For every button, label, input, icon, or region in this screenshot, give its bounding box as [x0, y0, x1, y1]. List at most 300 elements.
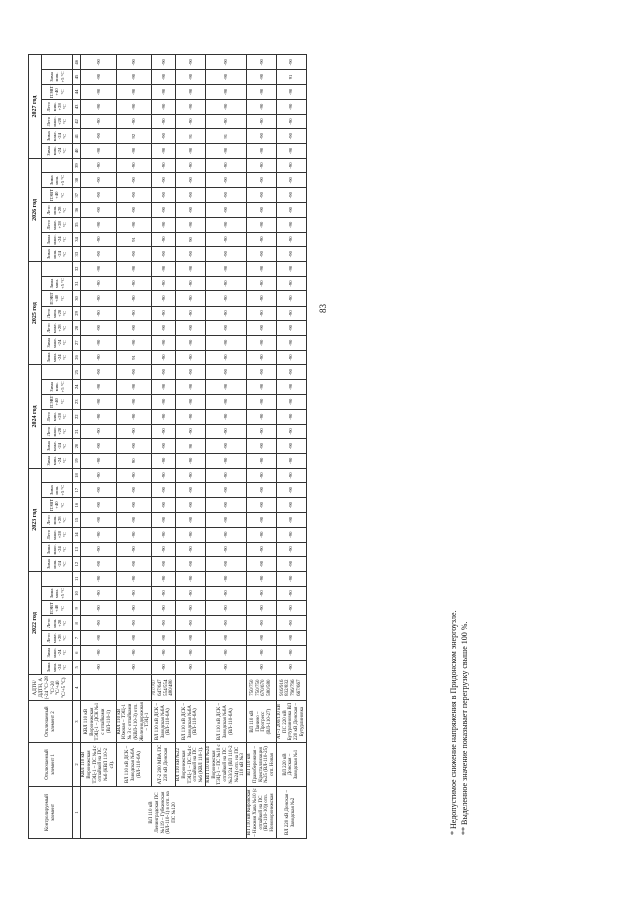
load-value-cell: -90 [276, 129, 306, 144]
load-value-cell: -90 [116, 424, 152, 439]
table-row [247, 55, 277, 839]
load-value-cell: -90 [81, 483, 117, 498]
load-value-cell: -90 [205, 571, 246, 586]
load-value-cell: -90 [205, 527, 246, 542]
load-value-cell: -90 [81, 645, 117, 660]
column-number: 19 [73, 453, 81, 468]
load-value-cell: -90 [152, 439, 176, 454]
load-value-cell: -90 [205, 276, 246, 291]
load-value-cell: -90 [81, 129, 117, 144]
load-value-cell: -90 [81, 439, 117, 454]
load-value-cell: -90 [247, 144, 277, 159]
load-value-cell: -90 [276, 203, 306, 218]
load-value-cell: -90 [247, 335, 277, 350]
load-value-cell: -90 [276, 380, 306, 395]
load-value-cell: -90 [205, 291, 246, 306]
load-value-cell: -90 [116, 468, 152, 483]
column-number: 36 [73, 203, 81, 218]
load-value-cell: -90 [116, 631, 152, 646]
column-number: 38 [73, 173, 81, 188]
load-value-cell: -90 [81, 409, 117, 424]
load-value-cell: -90 [247, 616, 277, 631]
load-value-cell: -90 [176, 468, 206, 483]
load-value-cell: -90 [276, 55, 306, 70]
load-value-cell: -90 [205, 439, 246, 454]
load-value-cell: -90 [276, 586, 306, 601]
adtn-cell [81, 675, 117, 701]
load-value-cell: -90 [81, 468, 117, 483]
load-value-cell: -90 [176, 586, 206, 601]
load-value-cell: -90 [176, 616, 206, 631]
load-value-cell: -90 [276, 365, 306, 380]
column-number: 27 [73, 335, 81, 350]
load-value-cell: -90 [81, 631, 117, 646]
load-value-cell: -90 [81, 158, 117, 173]
load-value-cell: -90 [276, 631, 306, 646]
load-value-cell: -90 [152, 350, 176, 365]
load-value-cell: -90 [205, 247, 246, 262]
disconnected-element: ВЛ 110 кВ ДСК – Заводская №6А (ВЛ-110-6А) [152, 701, 176, 743]
regime-header: Зима мин. -24 °С [42, 144, 73, 159]
load-value-cell: -90 [276, 321, 306, 336]
load-value-cell: -90 [116, 616, 152, 631]
load-value-cell: -90 [81, 84, 117, 99]
load-value-cell: -90 [205, 262, 246, 277]
load-value-cell: -90 [152, 409, 176, 424]
load-value-cell: -90 [247, 660, 277, 675]
load-value-cell: -90 [116, 203, 152, 218]
load-value-cell: -90 [247, 188, 277, 203]
column-number: 37 [73, 188, 81, 203]
column-number: 35 [73, 217, 81, 232]
load-value-cell: -90 [116, 291, 152, 306]
load-value-cell: -90 [247, 114, 277, 129]
load-value-cell: -90 [116, 571, 152, 586]
load-value-cell: -90 [81, 586, 117, 601]
column-number: 8 [73, 616, 81, 631]
load-value-cell: -90 [176, 380, 206, 395]
disconnected-element: ВЛ 220 кВ Донская – Заводская №1 [276, 743, 306, 787]
load-value-cell: -90 [247, 203, 277, 218]
load-value-cell: -90 [176, 247, 206, 262]
regime-header: Лето макс. +28 °С [42, 217, 73, 232]
load-value-cell: -90 [152, 144, 176, 159]
load-value-cell: -90 [276, 439, 306, 454]
column-number: 29 [73, 306, 81, 321]
load-value-cell: -90 [176, 542, 206, 557]
disconnected-element: ВЛ 110 кВ №22 Воронежская ТЭЦ-1 – ПС №4 с отпайкой на ПС №6 (КВЛ 110-1). [176, 743, 206, 787]
regime-header: Зима макс. -24 °С [42, 645, 73, 660]
load-value-cell: -90 [116, 158, 152, 173]
load-value-cell: -90 [152, 158, 176, 173]
load-value-cell: -90 [205, 173, 246, 188]
load-value-cell: -90 [247, 409, 277, 424]
regime-header: Зима макс. -24 °С [42, 335, 73, 350]
load-value-cell: -90 [205, 513, 246, 528]
load-value-cell: -90 [152, 645, 176, 660]
load-value-cell: -90 [81, 394, 117, 409]
load-value-cell: -90 [247, 645, 277, 660]
load-value-cell: -90 [176, 527, 206, 542]
regime-header-blank [42, 262, 73, 277]
load-value-cell: -90 [81, 306, 117, 321]
load-value-cell: 91 [116, 350, 152, 365]
load-value-cell: -90 [116, 99, 152, 114]
load-value-cell: -90 [116, 483, 152, 498]
load-value-cell: -90 [116, 601, 152, 616]
load-value-cell: -90 [152, 631, 176, 646]
load-value-cell: -90 [247, 99, 277, 114]
regime-header: Лето мин. +28 °С [42, 99, 73, 114]
load-value-cell: -90 [116, 173, 152, 188]
regime-header: ПЭВТ +40 °С [42, 601, 73, 616]
header-left-4: АДТН/ДДТН, А (-24 °С/-28 °С/-20 °С/+40 °С/+5 °С) [29, 675, 73, 701]
load-value-cell: -90 [116, 262, 152, 277]
load-value-cell: -90 [205, 99, 246, 114]
disconnected-element: ВЛ 110 кВ ДСК – Заводская №6А (ВЛ-110-6А) [176, 701, 206, 743]
load-value-cell: -90 [116, 557, 152, 572]
load-value-cell: -90 [247, 276, 277, 291]
load-value-cell: -90 [247, 557, 277, 572]
load-value-cell: -90 [81, 513, 117, 528]
table-row [205, 55, 246, 839]
load-value-cell: -90 [176, 424, 206, 439]
load-value-cell: -90 [205, 586, 246, 601]
load-value-cell: -90 [205, 424, 246, 439]
year-header: 2025 год [29, 262, 42, 365]
column-number: 12 [73, 557, 81, 572]
load-value-cell: -90 [176, 188, 206, 203]
load-value-cell: -90 [116, 660, 152, 675]
column-number: 40 [73, 144, 81, 159]
load-value-cell: -90 [81, 660, 117, 675]
load-value-cell: -90 [152, 365, 176, 380]
regime-header: Лето мин. +28 °С [42, 203, 73, 218]
load-value-cell: -90 [205, 453, 246, 468]
load-value-cell: -90 [276, 335, 306, 350]
column-number: 34 [73, 232, 81, 247]
regime-header: Лето мин. +28 °С [42, 409, 73, 424]
load-value-cell: -90 [176, 306, 206, 321]
regime-header: Лето макс. +28 °С [42, 114, 73, 129]
load-value-cell: -90 [247, 380, 277, 395]
table-row [116, 55, 152, 839]
load-value-cell: -90 [176, 601, 206, 616]
disconnected-element: КВЛ 110 кВ №24 Воронежская ТЭЦ-1 – ПС №10 с отпайкой на ПС №23/24 (ВЛ 110-2 №24) отп. на ПС 110 кВ №3 [205, 744, 246, 785]
column-number: 4 [73, 675, 81, 701]
load-value-cell: -90 [81, 247, 117, 262]
load-value-cell: -90 [276, 571, 306, 586]
load-value-cell: -90 [176, 217, 206, 232]
load-value-cell: -90 [152, 262, 176, 277]
load-value-cell: -90 [81, 70, 117, 85]
load-value-cell: -90 [176, 276, 206, 291]
load-value-cell: -90 [247, 173, 277, 188]
load-value-cell: -90 [152, 188, 176, 203]
page-number: 83 [318, 304, 328, 313]
load-value-cell: -90 [152, 321, 176, 336]
header-left-2: Отключаемый элемент 1 [29, 743, 73, 787]
load-value-cell: -90 [81, 527, 117, 542]
load-value-cell: -90 [247, 453, 277, 468]
load-value-cell: -90 [276, 424, 306, 439]
load-value-cell: -90 [176, 660, 206, 675]
regime-header: ПЭВТ +40 °С [42, 394, 73, 409]
load-value-cell: -90 [176, 84, 206, 99]
load-value-cell: -90 [247, 586, 277, 601]
table-row [176, 55, 206, 839]
load-value-cell: -90 [176, 335, 206, 350]
regime-header-blank [42, 55, 73, 70]
load-value-cell: 90 [116, 453, 152, 468]
load-value-cell: -90 [276, 306, 306, 321]
regime-header: Лето макс. +28 °С [42, 321, 73, 336]
load-value-cell: -90 [116, 144, 152, 159]
load-value-cell: -90 [176, 645, 206, 660]
column-number: 32 [73, 262, 81, 277]
load-value-cell: -90 [152, 660, 176, 675]
load-value-cell: -90 [276, 513, 306, 528]
load-value-cell: -90 [247, 70, 277, 85]
regime-header: Зима мин. +5 °С [42, 173, 73, 188]
load-value-cell: -90 [205, 631, 246, 646]
load-value-cell: -90 [81, 601, 117, 616]
load-value-cell: -90 [276, 394, 306, 409]
load-value-cell: 91 [205, 129, 246, 144]
column-number: 45 [73, 70, 81, 85]
controlled-element: ВЛ 220 кВ Донская – Заводская №2 [276, 787, 306, 839]
table-row [152, 55, 176, 839]
load-value-cell: -90 [152, 394, 176, 409]
table-row [81, 55, 117, 839]
column-number: 16 [73, 497, 81, 512]
load-value-cell: -90 [81, 173, 117, 188]
load-value-cell: -90 [276, 453, 306, 468]
load-value-cell: -90 [152, 84, 176, 99]
load-value-cell: -90 [152, 129, 176, 144]
load-value-cell: -90 [276, 232, 306, 247]
load-value-cell: -90 [81, 365, 117, 380]
load-value-cell: -90 [276, 247, 306, 262]
load-value-cell: -90 [116, 321, 152, 336]
load-value-cell: -90 [152, 306, 176, 321]
column-number: 20 [73, 439, 81, 454]
column-number: 23 [73, 394, 81, 409]
controlled-element: ВЛ 110 кВ Ленинградская ПС №119 – Губкинская (ВЛ-110-1) в отп. на ПС №120 [81, 787, 247, 839]
column-number: 11 [73, 571, 81, 586]
load-value-cell: -90 [176, 394, 206, 409]
disconnected-element: ВЛ 110 кВ Панино – Прогресс (ВЛ-110-27) [247, 701, 277, 743]
load-value-cell: -90 [116, 380, 152, 395]
regime-header: Лето макс. +28 °С [42, 631, 73, 646]
load-value-cell: -90 [176, 114, 206, 129]
regime-header: Лето мин. +28 °С [42, 513, 73, 528]
adtn-cell [205, 675, 246, 701]
load-value-cell: 91 [276, 70, 306, 85]
load-value-cell: -90 [81, 188, 117, 203]
load-value-cell: -90 [205, 144, 246, 159]
adtn-cell: 916/916 832/832 796/796 667/667 [276, 675, 306, 701]
load-value-cell: -90 [116, 114, 152, 129]
load-value-cell: -90 [81, 453, 117, 468]
load-value-cell: -90 [81, 262, 117, 277]
column-number: 3 [73, 701, 81, 743]
load-value-cell: -90 [176, 631, 206, 646]
load-value-cell: -90 [176, 321, 206, 336]
load-value-cell: -90 [247, 424, 277, 439]
load-value-cell: -90 [176, 144, 206, 159]
load-value-cell: -90 [176, 262, 206, 277]
load-value-cell: -90 [176, 203, 206, 218]
load-value-cell: -90 [247, 321, 277, 336]
load-value-cell: -90 [81, 99, 117, 114]
load-value-cell: -90 [276, 468, 306, 483]
regime-header: Зима мин. +5 °С [42, 70, 73, 85]
load-value-cell: -90 [152, 55, 176, 70]
column-number: 46 [73, 55, 81, 70]
load-value-cell: -90 [152, 513, 176, 528]
regime-header: Зима макс. -24 °С [42, 129, 73, 144]
load-value-cell: -90 [81, 350, 117, 365]
load-value-cell: -90 [205, 468, 246, 483]
load-value-cell: -90 [81, 144, 117, 159]
disconnected-element: КВЛ 110 кВ Воронежская ТЭЦ-1 – ДСК №1 с отпайками (ВЛ-110-1) [81, 701, 117, 743]
load-value-cell: -90 [205, 660, 246, 675]
load-value-cell: -90 [205, 70, 246, 85]
load-value-cell: -90 [152, 483, 176, 498]
regime-header: Зима мин. +5 °С [42, 586, 73, 601]
load-value-cell: 91 [176, 129, 206, 144]
load-value-cell: -90 [247, 217, 277, 232]
load-value-cell: -90 [81, 291, 117, 306]
load-value-cell: -90 [176, 571, 206, 586]
regime-header: Зима мин. +5 °С [42, 380, 73, 395]
header-left-3: Отключаемый элемент 2 [29, 701, 73, 743]
adtn-cell [176, 675, 206, 701]
load-value-cell: -90 [205, 55, 246, 70]
load-value-cell: -90 [247, 247, 277, 262]
load-value-cell: -90 [152, 527, 176, 542]
load-value-cell: -90 [152, 70, 176, 85]
load-value-cell: -90 [116, 439, 152, 454]
disconnected-element: КВЛ 110 кВ Воронежская ТЭЦ-1 – ПС №4 с отпайкой на ПС №6 (КВЛ 110-2 сЗ). [81, 743, 117, 787]
regime-header: Зима макс. -24 °С [42, 542, 73, 557]
load-value-cell: -90 [81, 321, 117, 336]
load-value-cell: -90 [116, 586, 152, 601]
column-number: 22 [73, 409, 81, 424]
load-value-cell: -90 [205, 321, 246, 336]
regime-header: ПЭВТ +40 °С [42, 497, 73, 512]
load-value-cell: -90 [152, 380, 176, 395]
regime-header: Зима мин. -24 °С [42, 660, 73, 675]
load-value-cell: -90 [276, 114, 306, 129]
load-value-cell: -90 [81, 616, 117, 631]
load-value-cell: -90 [116, 409, 152, 424]
column-number: 2 [73, 743, 81, 787]
load-value-cell: -90 [276, 527, 306, 542]
load-value-cell: -90 [205, 497, 246, 512]
load-value-cell: -90 [247, 601, 277, 616]
adtn-cell [116, 675, 152, 701]
load-value-cell: -90 [276, 173, 306, 188]
load-value-cell: -90 [81, 203, 117, 218]
column-number: 9 [73, 601, 81, 616]
load-value-cell: -90 [176, 350, 206, 365]
load-value-cell: -90 [116, 497, 152, 512]
regime-header: Лето макс. +28 °С [42, 424, 73, 439]
load-value-cell: -90 [152, 586, 176, 601]
load-value-cell: -90 [247, 571, 277, 586]
load-value-cell: -90 [81, 571, 117, 586]
load-value-cell: -90 [116, 335, 152, 350]
column-number: 18 [73, 468, 81, 483]
load-value-cell: -90 [247, 527, 277, 542]
load-value-cell: -90 [205, 350, 246, 365]
load-value-cell: -90 [81, 276, 117, 291]
regime-header: Зима макс. -24 °С [42, 232, 73, 247]
disconnected-element: АТ-1 200/110 кВ ПС 220 кВ Бутурлиновка ВЛ 220 кВ Донская – Бутурлиновка [276, 701, 306, 743]
load-value-cell: -90 [116, 645, 152, 660]
load-value-cell: -90 [176, 483, 206, 498]
regime-header: Зима мин. -24 °С [42, 557, 73, 572]
load-value-cell: -90 [205, 409, 246, 424]
load-value-cell: -90 [152, 616, 176, 631]
column-number: 15 [73, 513, 81, 528]
column-number: 25 [73, 365, 81, 380]
load-value-cell: -90 [205, 158, 246, 173]
load-value-cell: -90 [247, 542, 277, 557]
load-value-cell: -90 [176, 513, 206, 528]
column-number: 26 [73, 350, 81, 365]
column-number: 24 [73, 380, 81, 395]
load-value-cell: -90 [116, 394, 152, 409]
load-value-cell: -90 [116, 84, 152, 99]
regime-header-blank [42, 365, 73, 380]
column-number: 14 [73, 527, 81, 542]
load-value-cell: -90 [276, 276, 306, 291]
table-row [276, 55, 306, 839]
regime-header-blank [42, 571, 73, 586]
load-value-cell: -90 [247, 158, 277, 173]
load-value-cell: -90 [205, 306, 246, 321]
column-number: 7 [73, 631, 81, 646]
load-value-cell: -90 [152, 232, 176, 247]
column-number: 1 [73, 787, 81, 839]
year-header: 2027 год [29, 55, 42, 158]
load-value-cell: -90 [152, 203, 176, 218]
load-value-cell: -90 [176, 70, 206, 85]
load-value-cell: -90 [276, 99, 306, 114]
load-value-cell: -90 [176, 557, 206, 572]
load-value-cell: -90 [116, 70, 152, 85]
disconnected-element: ВЛ 110 кВ ДСК – Заводская №6А (ВЛ-110-6А) [116, 743, 152, 787]
load-value-cell: -90 [276, 158, 306, 173]
load-value-cell: -90 [205, 394, 246, 409]
load-value-cell: -90 [116, 527, 152, 542]
load-value-cell: -90 [247, 350, 277, 365]
controlled-element: ВЛ 110 кВ Кировская – Нижняя Хава №10 (с отпайкой на ПС (ВЛ-110-10)) отп. Нововоронежская [247, 788, 275, 837]
load-value-cell: -90 [247, 439, 277, 454]
load-value-cell: -90 [81, 55, 117, 70]
regime-header: Зима мин. +5 °С [42, 483, 73, 498]
load-value-cell: 90 [176, 439, 206, 454]
load-value-cell: -90 [205, 114, 246, 129]
load-value-cell: -90 [247, 232, 277, 247]
load-value-cell: -90 [152, 468, 176, 483]
load-value-cell: -90 [247, 468, 277, 483]
load-value-cell: -90 [205, 335, 246, 350]
disconnected-element: АТ-2 200 МВА ПС 220 кВ Донская [152, 743, 176, 787]
